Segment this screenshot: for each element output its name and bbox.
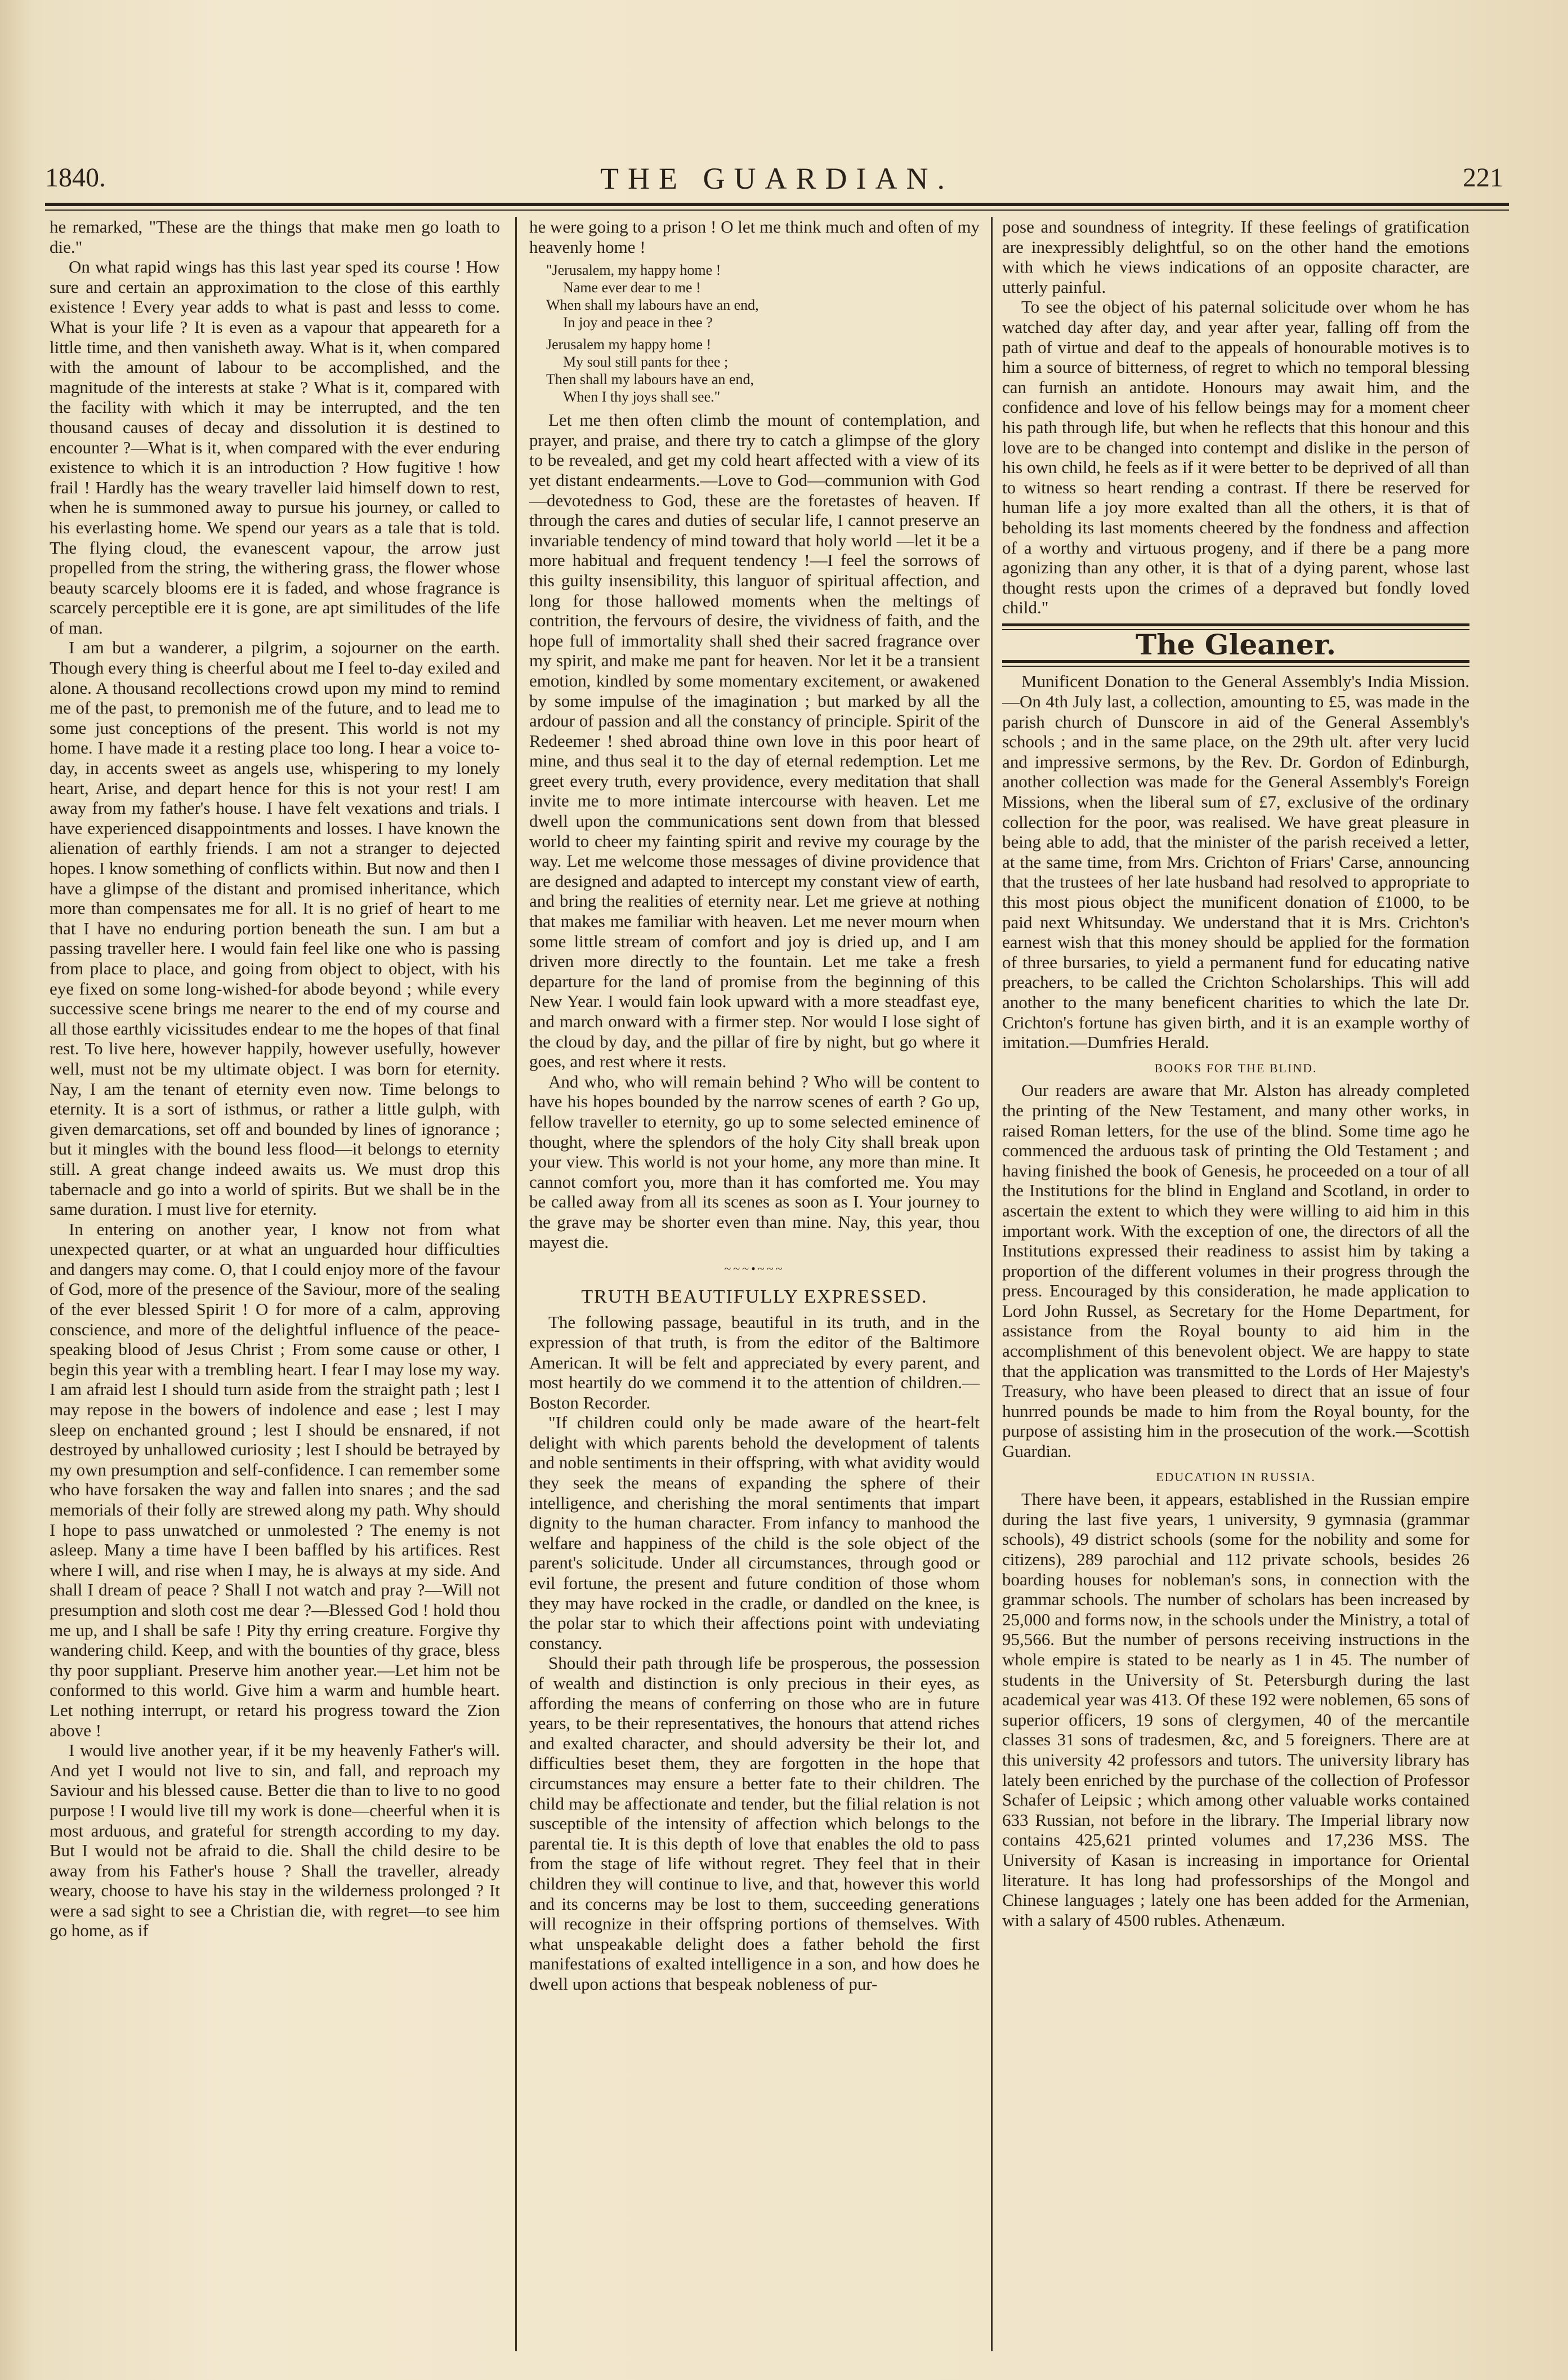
paragraph: I would live another year, if it be my heavenly Father's will. And yet I would not live to sin, and fall, and reproach my Saviour and his blessed cause. Better die than to live to no good purpose ! I would live till my work is done—cheerful when it is most arduous, and grateful for strength according to my day. But I would not be afraid to die. Shall the child desire to be away from his Father's house ? Shall the traveller, already weary, choose to have his stay in the wilderness prolonged ? It were a sad sight to see a Christian die, with regret—to see him go home, as if <box>50 1740 500 1941</box>
paragraph: "If children could only be made aware of the heart-felt delight with which parents behold the development of talents and noble sentiments in their offspring, with what avidity would they seek the means of expanding the sphere of their intelligence, and cherishing the moral sentiments that impart dignity to the human character. From infancy to manhood the welfare and happiness of the child is the sole object of the parent's solicitude. Under all circumstances, through good or evil fortune, the present and future condition of those whom they may have rocked in the cradle, or dandled on the knee, is the polar star to which their affections point with undeviating constancy. <box>529 1412 980 1653</box>
section-title-gleaner: The Gleaner. <box>1135 627 1336 661</box>
poem-line: "Jerusalem, my happy home ! <box>546 262 721 279</box>
subheading: EDUCATION IN RUSSIA. <box>1156 1469 1316 1484</box>
poem-line: When shall my labours have an end, <box>546 297 759 314</box>
paragraph: In entering on another year, I know not from what unexpected quarter, or at what an unguarded hour difficulties and dangers may come. O, that I could enjoy more of the favour of God, more of the presence of the Saviour, more of the sealing of the ever blessed Spirit ! O for more of a calm, approving conscience, and more of the delightful influence of the peace-speaking blood of Jesus Christ ; From some cause or other, I begin this year with a trembling heart. I fear I may lose my way. I am afraid lest I should turn aside from the straight path ; lest I may repose in the bowers of indolence and ease ; lest I may sleep on enchanted ground ; lest I should be ensnared, if not destroyed by unhallowed curiosity ; lest I should be betrayed by my own presumption and self-confidence. I can remember some who have forsaken the way and fallen into snares ; and the sad memorials of their folly are strewed along my path. Why should I hope to pass unwatched or unmolested ? The enemy is not asleep. Many a time have I been baffled by his artifices. Rest where I will, and rise when I may, he is always at my side. And shall I dream of peace ? Shall I not watch and pray ?—Will not presumption and sloth cost me dear ?—Blessed God ! hold thou me up, and I shall be safe ! Pity thy erring creature. Forgive thy wandering child. Keep, and with the bounties of thy grace, bless thy poor suppliant. Preserve him another year.—Let him not be conformed to this world. Give him a warm and humble heart. Let nothing interrupt, or retard his progress toward the Zion above ! <box>50 1219 500 1740</box>
poem-line: Jerusalem my happy home ! <box>546 336 712 353</box>
masthead-year: 1840. <box>45 163 106 193</box>
column-2 <box>529 217 980 2357</box>
column-divider <box>991 217 993 2351</box>
poem-line: In joy and peace in thee ? <box>563 314 713 331</box>
poem-stanza <box>546 336 980 405</box>
masthead-title: THE GUARDIAN. <box>600 162 954 195</box>
masthead-rule-thin <box>45 210 1509 211</box>
paragraph: I am but a wanderer, a pilgrim, a sojourner on the earth. Though every thing is cheerful about me I feel to-day exiled and alone. A thousand recollections crowd upon my mind to remind me of the past, to premonish me of the future, and to lead me to some just conceptions of the present. This world is not my home. I have made it a resting place too long. I hear a voice to-day, in accents sweet as angels use, whispering to my lonely heart, Arise, and depart hence for this is not your rest! I am away from my father's house. I have felt vexations and trials. I have experienced disappointments and losses. I have known the alienation of earthly friends. I am not a stranger to dejected hopes. I know something of conflicts within. But now and then I have a glimpse of the distant and promised inheritance, which more than compensates me for all. It is no grief of heart to me that I have no enduring portion beneath the sun. I am but a passing traveller here. I would fain feel like one who is passing from place to place, and going from object to object, with his eye fixed on some long-wished-for abode beyond ; while every successive scene brings me nearer to the end of my course and all those earthly vicissitudes endear to me the hopes of that final rest. To live here, however happily, however usefully, however well, must not be my ultimate object. I was born for eternity. Nay, I am the tenant of eternity even now. Time belongs to eternity. It is a sort of isthmus, or rather a little gulph, with given demarcations, set off and bounded by lines of ignorance ; but it mingles with the bound less flood—it belongs to eternity still. A great change indeed awaits us. We must drop this tabernacle and go into a world of spirits. But we shall be in the same duration. I must live for eternity. <box>50 638 500 1219</box>
column-divider <box>515 217 517 2351</box>
poem-line: When I thy joys shall see." <box>563 389 721 405</box>
paragraph: Let me then often climb the mount of contemplation, and prayer, and praise, and there try to catch a glimpse of the glory to be revealed, and get my cold heart affected with a view of its yet distant endearments.—Love to God—communion with God—devotedness to God, these are the foretastes of heaven. If through the cares and duties of secular life, I cannot preserve an invariable tendency of mind toward that holy world —let it be a more habitual and frequent tendency !—I feel the sorrows of this guilty insensibility, this languor of spiritual affection, and long for those hallowed moments when the meltings of contrition, the fervours of desire, the vividness of faith, and the hope full of immortality shall shed their sacred fragrance over my spirit, and make me pant for heaven. Nor let it be a transient emotion, kindled by some momentary excitement, or awakened by some impulse of the imagination ; but marked by all the ardour of passion and all the constancy of principle. Spirit of the Redeemer ! shed abroad thine own love in this poor heart of mine, and thus seal it to the day of eternal redemption. Let me greet every truth, every providence, every meditation that shall invite me to more intimate intercourse with heaven. Let me dwell upon the communications sent down from that blessed world to cheer my fainting spirit and revive my courage by the way. Let me welcome those messages of divine providence that are designed and adapted to intercept my constant view of earth, and bring the realities of eternity near. Let me grieve at nothing that makes me familiar with heaven. Let me never mourn when some little stream of comfort and joy is dried up, and I am driven more directly to the fountain. Let me take a fresh departure for the land of promise from the beginning of this New Year. I would fain look upward with a more steadfast eye, and march onward with a firmer step. Nor would I lose sight of the cloud by day, and the pillar of fire by night, but go where it goes, and rest where it rests. <box>529 410 980 1072</box>
page-number: 221 <box>1463 163 1503 193</box>
paragraph: he remarked, "These are the things that make men go loath to die." <box>50 217 500 257</box>
poem-line: Name ever dear to me ! <box>563 279 701 296</box>
column-1 <box>50 217 500 2357</box>
paragraph: On what rapid wings has this last year sped its course ! How sure and certain an approximation to the close of this earthly existence ! Every year adds to what is past and lesss to come. What is your life ? It is even as a vapour that appeareth for a little time, and then vanisheth away. What is it, when compared with the amount of labour to be accomplished, and the magnitude of the interests at stake ? What is it, compared with the facility with which it may be interrupted, and the ten thousand causes of decay and dissolution it is destined to encounter ?—What is it, when compared with the ever enduring existence to which it is an introduction ? How fugitive ! how frail ! Hardly has the weary traveller laid himself down to rest, when he is summoned away to pursue his journey, or called to his everlasting home. We spend our years as a tale that is told. The flying cloud, the evanescent vapour, the arrow just propelled from the string, the withering grass, the flower whose beauty scarcely blooms ere it is faded, and whose fragrance is scarcely perceptible ere it is gone, are apt similitudes of the life of man. <box>50 257 500 638</box>
article-heading: TRUTH BEAUTIFULLY EXPRESSED. <box>581 1286 928 1307</box>
subheading: BOOKS FOR THE BLIND. <box>1154 1060 1317 1075</box>
paragraph: To see the object of his paternal solicitude over whom he has watched day after day, and year after year, falling off from the path of virtue and deaf to the appeals of honourable motives is to him a source of bitterness, of regret to which no temporal blessing can furnish an antidote. Honours may await him, and the confidence and love of his fellow beings may for a moment cheer his path through life, but when he reflects that this honour and this love are to be changed into contempt and dislike in the person of his own child, he feels as if it were better to be deprived of all than to witness so heart rending a contrast. If there be reserved for human life a joy more exalted than all the others, it is that of beholding its last moments cheered by the fondness and affection of a worthy and virtuous progeny, and if there be a pang more agonizing than any other, it is that of a dying parent, whose last thought rests upon the crimes of a depraved but fondly loved child." <box>1002 297 1469 618</box>
paragraph: There have been, it appears, established in the Russian empire during the last five years, 1 university, 9 gymnasia (grammar schools), 49 district schools (some for the nobility and some for citizens), 289 parochial and 112 private schools, besides 26 boarding houses for nobleman's sons, in connection with the grammar schools. The number of scholars has been increased by 25,000 and forms now, in the schools under the Ministry, a total of 95,566. But the number of persons receiving instructions in the whole empire is stated to be nearly as 1 in 45. The number of students in the University of St. Petersburgh during the last academical year was 413. Of these 192 were noblemen, 65 sons of superior officers, 19 sons of clergymen, 40 of the mercantile classes 31 sons of tradesmen, &c, and 5 foreigners. There are at this university 42 professors and tutors. The university library has lately been enriched by the purchase of the collection of Professor Schafer of Leipsic ; which among other valuable works contained 633 Russian, not before in the library. The Imperial library now contains 425,621 printed volumes and 17,236 MSS. The University of Kasan is increasing in importance for Oriental literature. It has long had professorships of the Mongol and Chinese languages ; lately one has been added for the Armenian, with a salary of 4500 rubles. Athenæum. <box>1002 1489 1469 1930</box>
column-3 <box>1002 217 1469 2357</box>
paragraph: pose and soundness of integrity. If these feelings of gratification are inexpressibly delightful, so on the other hand the emotions with which he views indications of an opposite character, are utterly painful. <box>1002 217 1469 297</box>
paragraph: And who, who will remain behind ? Who will be content to have his hopes bounded by the narrow scenes of earth ? Go up, fellow traveller to eternity, go up to some selected eminence of thought, where the splendors of the holy City shall break upon your view. This world is not your home, any more than mine. It cannot comfort you, more than it has comforted me. You may be called away from all its scenes as soon as I. Your journey to the grave may be shorter even than mine. Nay, this year, thou mayest die. <box>529 1071 980 1252</box>
poem-line: My soul still pants for thee ; <box>563 354 729 371</box>
poem-line: Then shall my labours have an end, <box>546 371 754 388</box>
section-rule <box>1002 660 1469 667</box>
paragraph: Should their path through life be prosperous, the possession of wealth and distinction is only precious in their eyes, as affording the means of conferring on those who are in future years, to be their representatives, the honours that attend riches and exalted character, and should adversity be their lot, and difficulties beset them, they are forgotten in the hope that circumstances may ensure a better fate to their children. The child may be affectionate and tender, but the filial relation is not susceptible of the intensity of affection which belongs to the parental tie. It is this depth of love that enables the old to pass from the stage of life without regret. They feel that in their children they will continue to live, and that, however this world and its concerns may be lost to them, succeeding generations will recognize in their offspring portions of themselves. With what unspeakable delight does a father behold the first manifestations of exalted intelligence in a son, and how does he dwell upon actions that bespeak nobleness of pur- <box>529 1653 980 1994</box>
section-ornament: ~~~•~~~ <box>724 1262 785 1276</box>
paragraph: he were going to a prison ! O let me think much and often of my heavenly home ! <box>529 217 980 257</box>
paragraph: Our readers are aware that Mr. Alston has already completed the printing of the New Testament, and many other works, in raised Roman letters, for the use of the blind. Some time ago he commenced the arduous task of printing the Old Testament ; and having finished the book of Genesis, he proceeded on a tour of all the Institutions for the blind in England and Scotland, in order to ascertain the extent to which they were willing to aid him in this important work. With the exception of one, the directors of all the Institutions expressed their readiness to assist him by taking a proportion of the different volumes in their progress through the press. Encouraged by this consideration, he made application to Lord John Russel, as Secretary for the Home Department, for assistance from the Royal bounty to aid him in the accomplishment of this benevolent object. We are happy to state that the application was transmitted to the Lords of Her Majesty's Treasury, who have been pleased to direct that an issue of four hunrred pounds be made to him from the Royal bounty, for the purpose of assisting him in the prosecution of the work.—Scottish Guardian. <box>1002 1080 1469 1461</box>
masthead <box>45 158 1509 197</box>
paragraph: Munificent Donation to the General Assembly's India Mission.—On 4th July last, a collection, amounting to £5, was made in the parish church of Dunscore in aid of the General Assembly's schools ; and in the same place, on the 29th ult. after very lucid and impressive sermons, by the Rev. Dr. Gordon of Edinburgh, another collection was made for the General Assembly's Foreign Missions, when the liberal sum of £7, exclusive of the ordinary collection for the poor, was realised. We have great pleasure in being able to add, that the minister of the parish received a letter, at the same time, from Mrs. Crichton of Friars' Carse, announcing that the trustees of her late husband had resolved to appropriate to this most pious object the munificent donation of £1000, to be paid next Whitsunday. We understand that it is Mrs. Crichton's earnest wish that this money should be applied for the formation of three bursaries, to yield a permanent fund for educating native preachers, to be called the Crichton Scholarships. This will add another to the many beneficent charities to which the late Dr. Crichton's fortune has given birth, and it is an example worthy of imitation.—Dumfries Herald. <box>1002 671 1469 1053</box>
masthead-rule <box>45 203 1509 206</box>
paragraph: The following passage, beautiful in its truth, and in the expression of that truth, is from the editor of the Baltimore American. It will be felt and appreciated by every parent, and most heartily do we commend it to the attention of children.—Boston Recorder. <box>529 1312 980 1412</box>
poem-stanza <box>546 261 980 331</box>
